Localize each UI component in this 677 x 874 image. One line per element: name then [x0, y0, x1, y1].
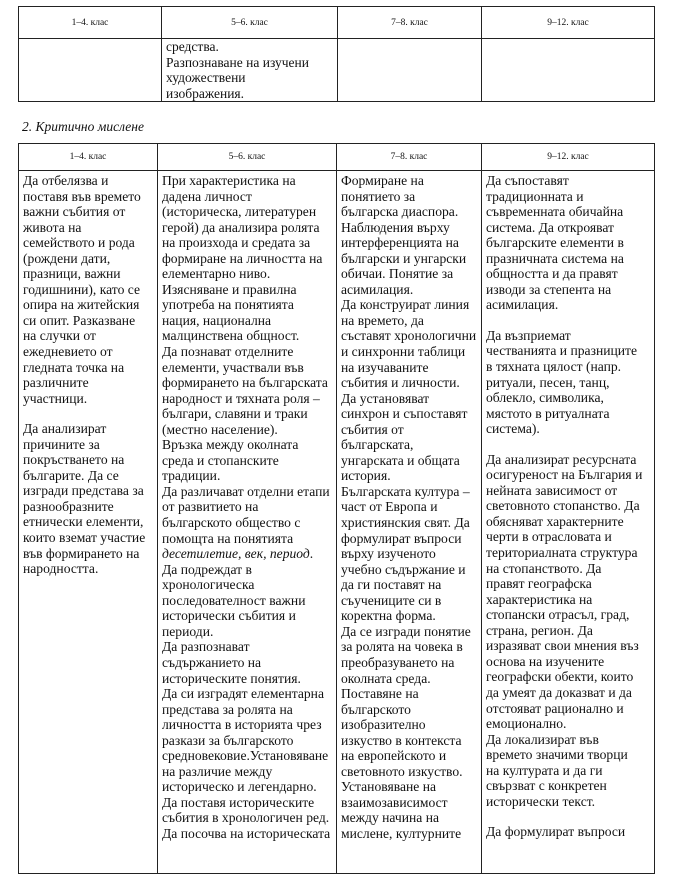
paragraph: Да отбелязва и поставя във времето важни събития от живота на семейството и рода (рождени дати, празници, важни годишнини), като се опира на житейския си опит. Разказване на случки от ежедневието от гледната точка на различните участници. [23, 173, 141, 406]
paragraph: Да съпоставят традиционната и съвременната обичайна система. Да открояват българските елементи в празничната система на общността и да правят изводи за степента на асимилация. [486, 173, 624, 313]
paragraph: Да възприемат честванията и празниците в тяхната цялост (напр. ритуали, песен, танц, облекло, символика, мястото в ритуалната система). [486, 327, 638, 437]
paragraph: Да формулират въпроси [486, 824, 626, 840]
paragraph: При характеристика на дадена личност (историческа, литературен герой) да анализира ролята на произхода и средата за формиране на личността на елементарно ниво. Изясняване и правилна употреба на понятията нация, национална малцинствена общност. Да познават отделните елементи, участвали във формирането на българската народност и тяхната роля – българи, славяни и траки (местно население). Връзка между околната среда и стопанските традиции. Да различават отделни етапи от развитието на българското общество с помощта на понятията десетилетие, век, период. [162, 173, 330, 562]
header-grade-1-4: 1–4. клас [19, 144, 158, 171]
header-grade-9-12: 9–12. клас [482, 144, 655, 171]
header-grade-5-6: 5–6. клас [158, 144, 337, 171]
critical-thinking-table [18, 143, 655, 874]
top-cell-2: средства. Разпознаване на изучени художествени изображения. [162, 39, 338, 102]
top-header-grade-7-8: 7–8. клас [338, 7, 482, 39]
top-cell-3 [338, 39, 482, 102]
cell-grade-9-12 [482, 171, 655, 874]
cell-grade-1-4 [19, 171, 158, 874]
italic-terms: десетилетие, век, период [162, 546, 310, 562]
paragraph: Да анализират ресурсната осигуреност на България и нейната зависимост от световното стопанство. Да обясняват характерните черти в отрасловата и териториалната структура на стопанството. Да правят географска характеристика на стопански отрасъл, град, страна, регион. Да изразяват свои мнения въз основа на изучените географски обекти, които да умеят да доказват и да отстояват рационално и емоционално. Да локализират във времето значими творци на културата и да ги свързват с конкретен исторически текст. [486, 451, 643, 809]
paragraph: Да подреждат в хронологическа последователност важни исторически събития и периоди. Да разпознават съдържанието на историческите понятия. Да си изградят елементарна представа за ролята на личността в историята чрез разкази за българското средновековие.Установяване на различие между историческо и легендарно. Да поставя историческите събития в хронологичен ред. Да посочва на историческата [162, 561, 331, 841]
cell-grade-7-8 [337, 171, 482, 874]
top-cell-1 [19, 39, 162, 102]
top-cell-4 [482, 39, 655, 102]
paragraph: Формиране на понятието за българска диаспора. Наблюдения върху интерференцията на български и унгарски обичаи. Понятие за асимилация. Да конструират линия на времето, да съставят хронологични и синхронни таблици на изучаваните събития и личности. Да установяват синхрон и съпоставят събития от българската, унгарската и общата история. Българската култура – част от Европа и християнския свят. Да формулират въпроси върху изученото учебно съдържание и да ги поставят на съучениците си в коректна форма. Да се изгради понятие за ролята на човека в преобразуването на околната среда. Поставяне на българското изобразително изкуство в контекста на европейското и световното изкуство. Установяване на взаимозависимост между начина на мислене, културните [341, 173, 477, 841]
top-header-grade-5-6: 5–6. клас [162, 7, 338, 39]
top-header-grade-9-12: 9–12. клас [482, 7, 655, 39]
section-title: 2. Критично мислене [22, 119, 144, 134]
top-header-grade-1-4: 1–4. клас [19, 7, 162, 39]
paragraph: Да анализират причините за покръстването на българите. Да се изгради представа за разнообразните етнически елементи, които вземат участие във формирането на народността. [23, 421, 146, 577]
header-grade-7-8: 7–8. клас [337, 144, 482, 171]
cell-grade-5-6 [158, 171, 337, 874]
top-table [18, 6, 655, 102]
